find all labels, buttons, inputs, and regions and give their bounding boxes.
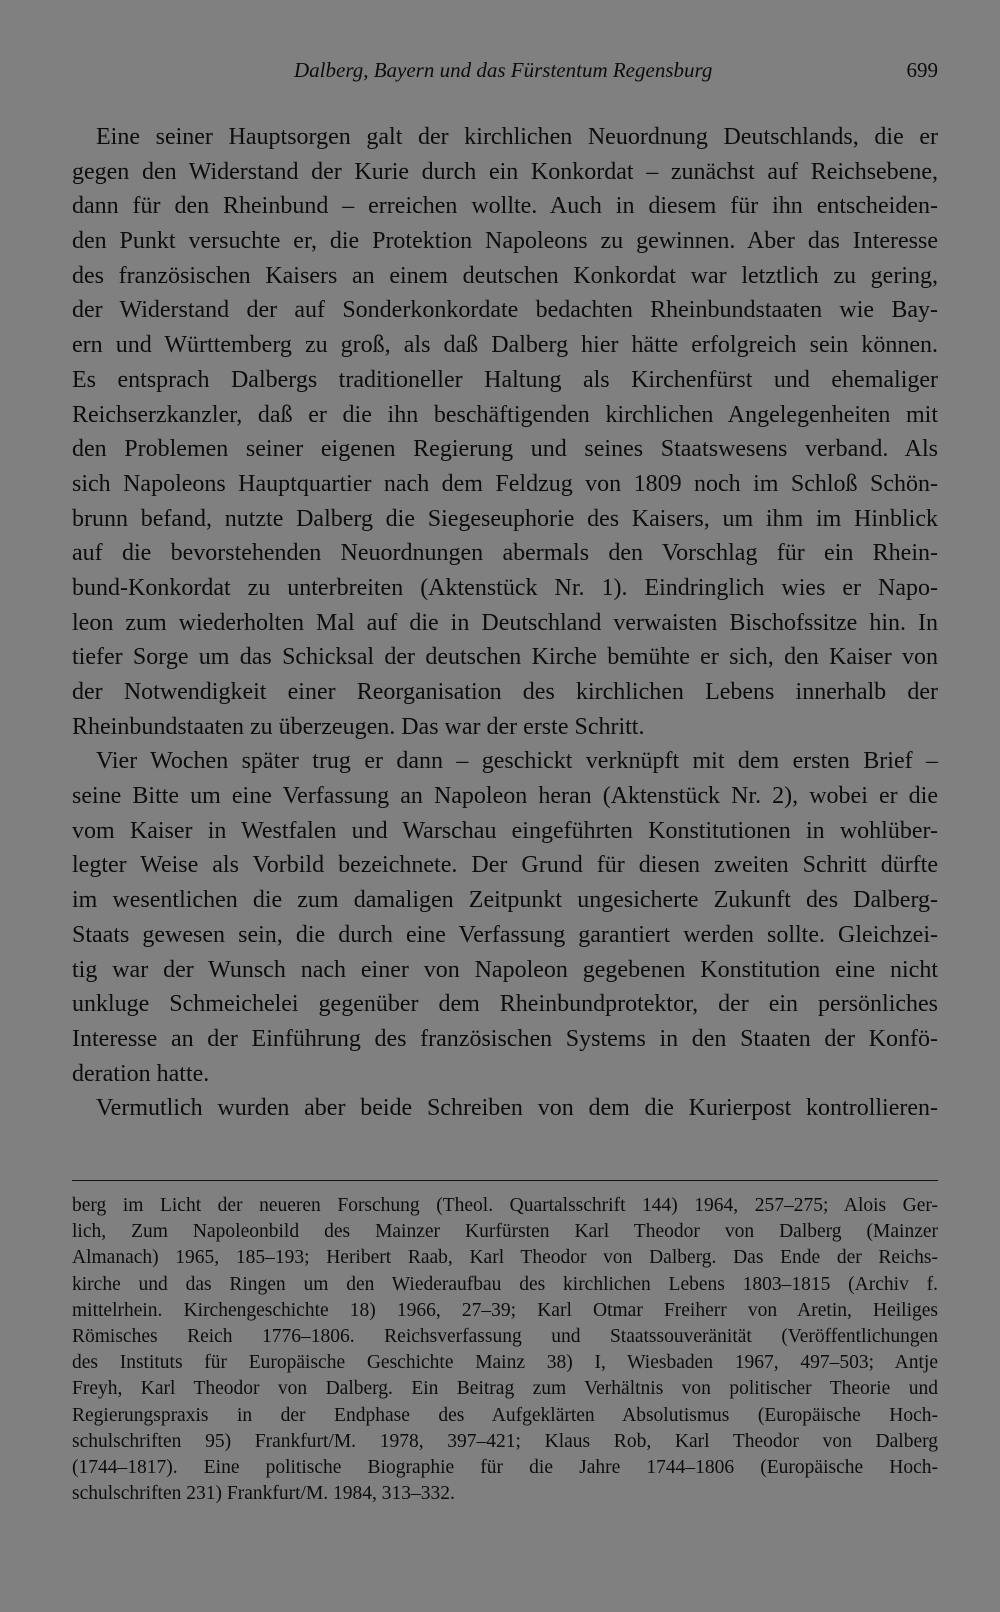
page-number: 699: [906, 58, 938, 82]
text-line: den Problemen seiner eigenen Regierung und seines Staatswesens verband. Als: [72, 436, 938, 463]
footnote-line: Römisches Reich 1776–1806. Reichsverfassung und Staatssouveränität (Veröffentlichungen: [72, 1325, 938, 1347]
text-line: Reichserzkanzler, daß er die ihn beschäftigenden kirchlichen Angelegenheiten mit: [72, 401, 938, 428]
text-line: tiefer Sorge um das Schicksal der deutschen Kirche bemühte er sich, den Kaiser von: [72, 644, 938, 671]
text-line: Interesse an der Einführung des französischen Systems in den Staaten der Konfö-: [72, 1025, 938, 1052]
footnote-line: Regierungspraxis in der Endphase des Aufgeklärten Absolutismus (Europäische Hoch-: [72, 1404, 938, 1426]
footnote-line: Freyh, Karl Theodor von Dalberg. Ein Beitrag zum Verhältnis von politischer Theorie und: [72, 1378, 938, 1400]
text-line: Vermutlich wurden aber beide Schreiben von dem die Kurierpost kontrollieren-: [96, 1095, 938, 1122]
text-line: tig war der Wunsch nach einer von Napoleon gegebenen Konstitution eine nicht: [72, 956, 938, 983]
footnote-line: mittelrhein. Kirchengeschichte 18) 1966, 27–39; Karl Otmar Freiherr von Aretin, Heiliges: [72, 1299, 938, 1321]
text-line: Staats gewesen sein, die durch eine Verfassung garantiert werden sollte. Gleichzei-: [72, 921, 938, 948]
text-line: ern und Württemberg zu groß, als daß Dalberg hier hätte erfolgreich sein können.: [72, 332, 938, 359]
main-text: [72, 120, 938, 1126]
text-line: Vier Wochen später trug er dann – geschickt verknüpft mit dem ersten Brief –: [96, 748, 938, 775]
text-line: des französischen Kaisers an einem deutschen Konkordat war letztlich zu gering,: [72, 262, 938, 289]
footnote-line: (1744–1817). Eine politische Biographie für die Jahre 1744–1806 (Europäische Hoch-: [72, 1456, 938, 1478]
running-title: Dalberg, Bayern und das Fürstentum Regensburg: [294, 58, 713, 82]
text-line: dann für den Rheinbund – erreichen wollte. Auch in diesem für ihn entscheiden-: [72, 193, 938, 220]
text-line: bund-Konkordat zu unterbreiten (Aktenstück Nr. 1). Eindringlich wies er Napo-: [72, 574, 938, 601]
text-line: der Notwendigkeit einer Reorganisation des kirchlichen Lebens innerhalb der: [72, 679, 938, 705]
text-line: brunn befand, nutzte Dalberg die Siegeseuphorie des Kaisers, um ihm im Hinblick: [72, 505, 938, 532]
text-line: Eine seiner Hauptsorgen galt der kirchlichen Neuordnung Deutschlands, die er: [96, 124, 938, 150]
text-line: der Widerstand der auf Sonderkonkordate bedachten Rheinbundstaaten wie Bay-: [72, 297, 938, 324]
footnote-line: lich, Zum Napoleonbild des Mainzer Kurfürsten Karl Theodor von Dalberg (Mainzer: [72, 1221, 938, 1243]
text-line: den Punkt versuchte er, die Protektion Napoleons zu gewinnen. Aber das Interesse: [72, 228, 938, 255]
footnote-line: Almanach) 1965, 185–193; Heribert Raab, Karl Theodor von Dalberg. Das Ende der Reichs-: [72, 1247, 938, 1269]
text-line: vom Kaiser in Westfalen und Warschau eingeführten Konstitutionen in wohlüber-: [72, 817, 938, 844]
footnote-line: kirche und das Ringen um den Wiederaufbau des kirchlichen Lebens 1803–1815 (Archiv f.: [72, 1273, 938, 1295]
text-line: sich Napoleons Hauptquartier nach dem Feldzug von 1809 noch im Schloß Schön-: [72, 470, 938, 497]
text-line: Rheinbundstaaten zu überzeugen. Das war der erste Schritt.: [72, 713, 645, 740]
footnote: [72, 1193, 938, 1507]
footnote-line: des Instituts für Europäische Geschichte Mainz 38) I, Wiesbaden 1967, 497–503; Antje: [72, 1352, 938, 1374]
footnote-rule: [72, 1180, 938, 1181]
text-line: deration hatte.: [72, 1060, 210, 1087]
text-line: auf die bevorstehenden Neuordnungen abermals den Vorschlag für ein Rhein-: [72, 540, 938, 567]
text-line: im wesentlichen die zum damaligen Zeitpunkt ungesicherte Zukunft des Dalberg-: [72, 887, 938, 914]
running-header: [72, 56, 938, 90]
footnote-line: berg im Licht der neueren Forschung (Theol. Quartalsschrift 144) 1964, 257–275; Alois Ger-: [72, 1195, 938, 1216]
footnote-line: schulschriften 95) Frankfurt/M. 1978, 397–421; Klaus Rob, Karl Theodor von Dalberg: [72, 1430, 938, 1452]
text-line: seine Bitte um eine Verfassung an Napoleon heran (Aktenstück Nr. 2), wobei er die: [72, 783, 938, 810]
text-line: Es entsprach Dalbergs traditioneller Haltung als Kirchenfürst und ehemaliger: [72, 366, 938, 393]
text-line: unkluge Schmeichelei gegenüber dem Rheinbundprotektor, der ein persönliches: [72, 991, 938, 1018]
text-line: gegen den Widerstand der Kurie durch ein Konkordat – zunächst auf Reichsebene,: [72, 158, 938, 185]
text-line: legter Weise als Vorbild bezeichnete. Der Grund für diesen zweiten Schritt dürfte: [72, 852, 938, 879]
footnote-line: schulschriften 231) Frankfurt/M. 1984, 313–332.: [72, 1483, 455, 1505]
text-line: leon zum wiederholten Mal auf die in Deutschland verwaisten Bischofssitze hin. In: [72, 609, 938, 636]
